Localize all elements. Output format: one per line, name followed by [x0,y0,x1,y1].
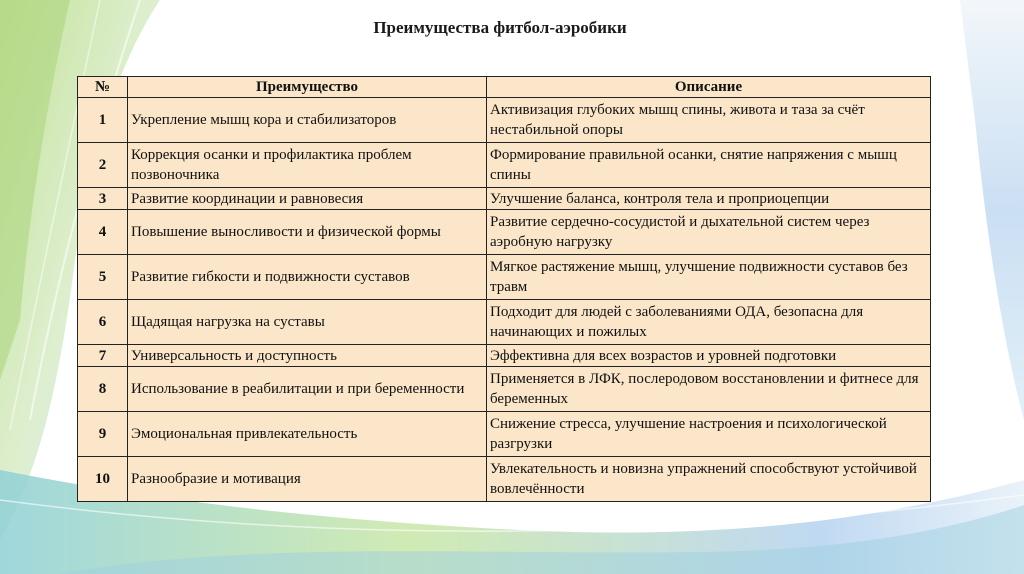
table-row [78,367,931,412]
row-number: 7 [78,345,128,367]
row-description: Мягкое растяжение мышц, улучшение подвижности суставов без травм [487,255,931,300]
table-row [78,345,931,367]
row-number: 9 [78,412,128,457]
row-number: 5 [78,255,128,300]
row-advantage: Эмоциональная привлекательность [128,412,487,457]
table-row [78,412,931,457]
row-description: Подходит для людей с заболеваниями ОДА, безопасна для начинающих и пожилых [487,300,931,345]
header-number: № [78,77,128,98]
row-description: Снижение стресса, улучшение настроения и психологической разгрузки [487,412,931,457]
row-description: Развитие сердечно-сосудистой и дыхательной систем через аэробную нагрузку [487,210,931,255]
row-number: 3 [78,188,128,210]
table-row [78,98,931,143]
row-description: Активизация глубоких мышц спины, живота и таза за счёт нестабильной опоры [487,98,931,143]
table-row [78,457,931,502]
row-advantage: Укрепление мышц кора и стабилизаторов [128,98,487,143]
row-advantage: Развитие координации и равновесия [128,188,487,210]
slide-title: Преимущества фитбол-аэробики [373,18,627,37]
table-header-row [78,77,931,98]
row-number: 4 [78,210,128,255]
advantages-table [77,76,931,502]
row-advantage: Универсальность и доступность [128,345,487,367]
row-number: 8 [78,367,128,412]
table-row [78,300,931,345]
row-number: 6 [78,300,128,345]
header-description: Описание [487,77,931,98]
row-number: 10 [78,457,128,502]
row-advantage: Разнообразие и мотивация [128,457,487,502]
row-advantage: Щадящая нагрузка на суставы [128,300,487,345]
row-description: Применяется в ЛФК, послеродовом восстановлении и фитнесе для беременных [487,367,931,412]
row-advantage: Развитие гибкости и подвижности суставов [128,255,487,300]
header-advantage: Преимущество [128,77,487,98]
table-row [78,143,931,188]
table-row [78,210,931,255]
row-description: Формирование правильной осанки, снятие напряжения с мышц спины [487,143,931,188]
row-description: Улучшение баланса, контроля тела и проприоцепции [487,188,931,210]
row-description: Эффективна для всех возрастов и уровней подготовки [487,345,931,367]
table-row [78,188,931,210]
row-number: 2 [78,143,128,188]
row-number: 1 [78,98,128,143]
row-advantage: Использование в реабилитации и при беременности [128,367,487,412]
table-row [78,255,931,300]
row-advantage: Повышение выносливости и физической формы [128,210,487,255]
row-advantage: Коррекция осанки и профилактика проблем позвоночника [128,143,487,188]
row-description: Увлекательность и новизна упражнений способствуют устойчивой вовлечённости [487,457,931,502]
